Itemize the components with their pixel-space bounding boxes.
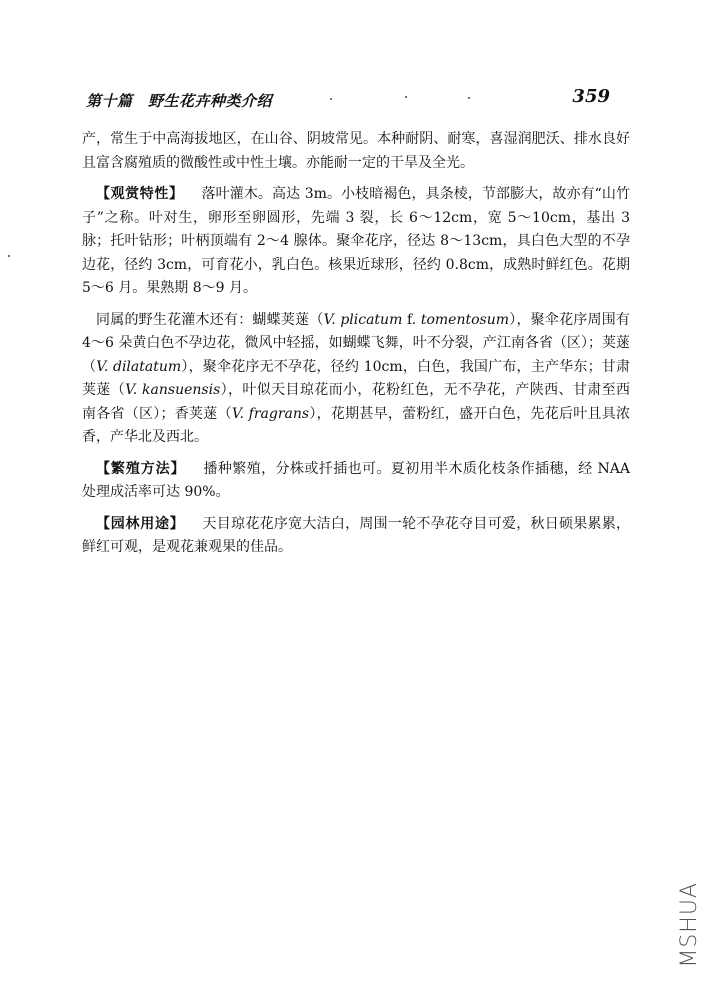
propagation-label: 【繁殖方法】 bbox=[96, 460, 186, 477]
species-name-kansuensis: V. kansuensis bbox=[125, 382, 221, 398]
species-text-6: ），花期甚早，蕾粉红，盛开白色，先花后叶且具浓香，产华北及西北。 bbox=[82, 405, 630, 445]
species-text-3: ），聚伞花序周围有 4～6 朵黄白色不孕边花，微风中轻摇，如蝴蝶飞舞，叶不分裂，产江南各省（区）；荚蒾（ bbox=[82, 311, 631, 375]
scan-artifact bbox=[330, 98, 332, 100]
scan-artifact bbox=[8, 255, 10, 257]
paragraph-ornamental bbox=[82, 183, 630, 301]
landscape-use-text: 天目琼花花序宽大洁白，周围一轮不孕花夺目可爱，秋日硕果累累，鲜红可观，是观花兼观果的佳品。 bbox=[82, 515, 631, 555]
ornamental-text: 落叶灌木。高达 3m。小枝暗褐色，具条棱，节部膨大，故亦有“山竹子”之称。叶对生，卵形至卵圆形，先端 3 裂，长 6～12cm，宽 5～10cm，基出 3 脉；托叶钻形；叶柄顶端有 2～4 腺体。聚伞花序，径达 8～13cm，具白色大型的不孕边花，径约 3cm，可育花小，乳白色。核果近球形，径约 0.8cm，成熟时鲜红色。花期 5～6 月。果熟期 8～9 月。 bbox=[82, 186, 631, 296]
species-text-2: f. bbox=[402, 311, 421, 328]
species-name-fragrans: V. fragrans bbox=[231, 405, 310, 422]
chapter-title: 第十篇 野生花卉种类介绍 bbox=[86, 92, 273, 110]
landscape-use-label: 【园林用途】 bbox=[96, 515, 185, 532]
body-text bbox=[82, 128, 630, 568]
ornamental-label: 【观赏特性】 bbox=[96, 186, 184, 202]
species-text-5: ），叶似天目琼花而小，花粉红色，无不孕花，产陕西、甘肃至西南各省（区）；香荚蒾（ bbox=[82, 382, 631, 422]
paragraph-landscape-use bbox=[82, 513, 630, 560]
species-text-4: ），聚伞花序无不孕花，径约 10cm，白色，我国广布，主产华东；甘肃荚蒾（ bbox=[82, 358, 631, 398]
watermark: MSHUA bbox=[677, 882, 702, 968]
paragraph-related-species bbox=[82, 309, 630, 450]
scan-artifact bbox=[468, 97, 470, 99]
page-number: 359 bbox=[572, 86, 610, 107]
habitat-text: 产，常生于中高海拔地区，在山谷、阴坡常见。本种耐阴、耐寒，喜湿润肥沃、排水良好且富含腐殖质的微酸性或中性土壤。亦能耐一定的干旱及全光。 bbox=[82, 131, 630, 171]
paragraph-propagation bbox=[82, 458, 630, 505]
species-name-plicatum: V. plicatum bbox=[323, 311, 403, 328]
species-text-1: 同属的野生花灌木还有：蝴蝶荚蒾（ bbox=[96, 311, 324, 328]
species-name-dilatatum: V. dilatatum bbox=[96, 358, 182, 375]
paragraph-habitat bbox=[82, 128, 630, 175]
species-name-tomentosum: tomentosum bbox=[420, 311, 510, 328]
scan-artifact bbox=[405, 96, 407, 98]
page-header bbox=[86, 82, 626, 110]
propagation-text: 播种繁殖，分株或扦插也可。夏初用半木质化枝条作插穗，经 NAA 处理成活率可达 90%。 bbox=[82, 460, 630, 500]
